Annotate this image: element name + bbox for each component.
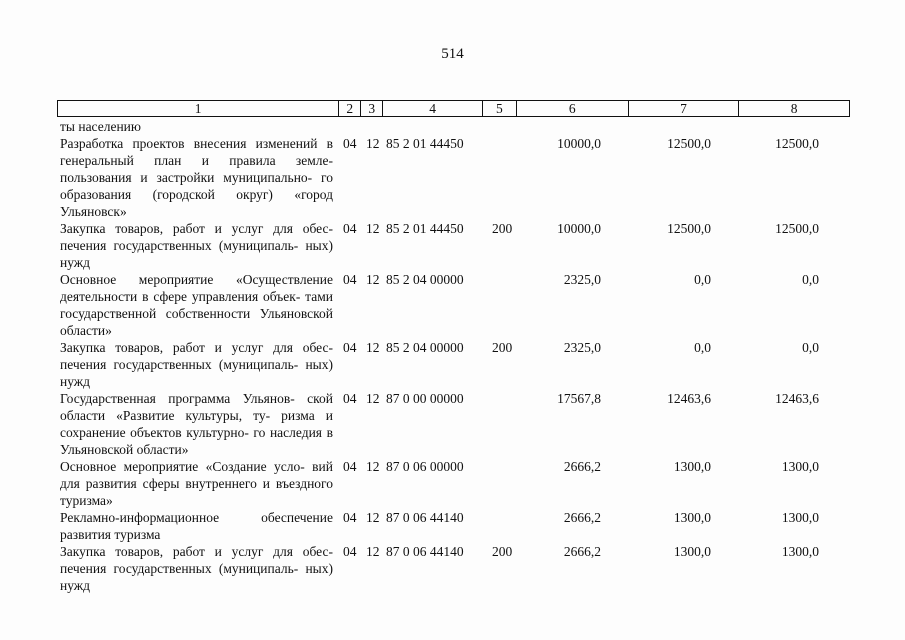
table-row xyxy=(60,339,860,390)
header-col-6: 6 xyxy=(517,101,629,116)
row-col-2: 04 xyxy=(343,340,357,355)
header-col-8: 8 xyxy=(790,101,798,116)
table-row xyxy=(60,390,860,458)
row-description: Основное мероприятие «Осуществление деятельности в сфере управления объек- тами государственной собственности Ульяновской области» xyxy=(60,272,333,338)
row-col-3: 12 xyxy=(366,391,380,406)
table-row-continuation xyxy=(60,118,860,135)
page-number: 514 xyxy=(441,46,464,62)
row-col-6: 2325,0 xyxy=(563,340,601,355)
row-description: Закупка товаров, работ и услуг для обес- печения государственных (муниципаль- ных) нужд xyxy=(60,221,333,270)
header-col-5: 5 xyxy=(483,101,517,116)
row-col-5: 200 xyxy=(492,544,513,559)
row-col-8: 12500,0 xyxy=(775,221,819,236)
row-col-3: 12 xyxy=(366,340,380,355)
row-col-3: 12 xyxy=(366,459,380,474)
row-col-6: 10000,0 xyxy=(557,221,601,236)
row-col-3: 12 xyxy=(366,510,380,525)
row-col-5: 200 xyxy=(492,340,513,355)
row-col-3: 12 xyxy=(366,272,380,287)
row-col-6: 17567,8 xyxy=(557,391,601,406)
row-col-2: 04 xyxy=(343,272,357,287)
row-col-3: 12 xyxy=(366,544,380,559)
table-row xyxy=(60,135,860,220)
row-description: Рекламно-информационное обеспечение развития туризма xyxy=(60,510,333,542)
row-col-4: 87 0 00 00000 xyxy=(386,391,464,406)
header-col-7: 7 xyxy=(629,101,740,116)
row-col-8: 0,0 xyxy=(802,340,819,355)
row-col-2: 04 xyxy=(343,136,357,151)
row-col-3: 12 xyxy=(366,221,380,236)
table-row xyxy=(60,220,860,271)
row-description: Закупка товаров, работ и услуг для обес- печения государственных (муниципаль- ных) нужд xyxy=(60,340,333,389)
row-col-4: 87 0 06 44140 xyxy=(386,510,464,525)
row-col-8: 1300,0 xyxy=(781,544,819,559)
row-description: Государственная программа Ульянов- ской области «Развитие культуры, ту- ризма и сохранение объектов культурно- го наследия в Ульяновской области» xyxy=(60,391,333,457)
row-col-4: 85 2 04 00000 xyxy=(386,340,464,355)
header-col-3: 3 xyxy=(361,101,383,116)
row-col-2: 04 xyxy=(343,221,357,236)
table-row xyxy=(60,543,860,594)
row-col-6: 2325,0 xyxy=(563,272,601,287)
row-col-7: 12463,6 xyxy=(667,391,711,406)
table-body xyxy=(60,118,860,594)
row-col-7: 0,0 xyxy=(694,340,711,355)
row-description: Основное мероприятие «Создание усло- вий для развития сферы внутреннего и въездного туризма» xyxy=(60,459,333,508)
row-col-7: 1300,0 xyxy=(673,510,711,525)
row-col-4: 85 2 04 00000 xyxy=(386,272,464,287)
row-col-7: 1300,0 xyxy=(673,459,711,474)
table-row xyxy=(60,458,860,509)
row-col-4: 87 0 06 44140 xyxy=(386,544,464,559)
row-col-6: 2666,2 xyxy=(563,459,601,474)
row-col-6: 2666,2 xyxy=(563,544,601,559)
header-col-1: 1 xyxy=(58,101,339,116)
row-description: Разработка проектов внесения изменений в генеральный план и правила земле- пользования и застройки муниципально- го образования (городской округ) «город Ульяновск» xyxy=(60,136,333,219)
row-col-7: 12500,0 xyxy=(667,221,711,236)
row-col-7: 0,0 xyxy=(694,272,711,287)
row-col-7: 1300,0 xyxy=(673,544,711,559)
header-col-4: 4 xyxy=(383,101,483,116)
row-description: Закупка товаров, работ и услуг для обес- печения государственных (муниципаль- ных) нужд xyxy=(60,544,333,593)
row-col-6: 10000,0 xyxy=(557,136,601,151)
row-col-3: 12 xyxy=(366,136,380,151)
table-header xyxy=(57,100,850,117)
row-col-2: 04 xyxy=(343,459,357,474)
table-row xyxy=(60,271,860,339)
row-col-5: 200 xyxy=(492,221,513,236)
row-col-2: 04 xyxy=(343,391,357,406)
table-row xyxy=(60,509,860,543)
row-col-4: 87 0 06 00000 xyxy=(386,459,464,474)
row-col-4: 85 2 01 44450 xyxy=(386,136,464,151)
row-col-2: 04 xyxy=(343,510,357,525)
row-col-8: 12500,0 xyxy=(775,136,819,151)
continuation-text: ты населению xyxy=(60,119,141,134)
row-col-8: 0,0 xyxy=(802,272,819,287)
row-col-8: 1300,0 xyxy=(781,459,819,474)
header-col-2: 2 xyxy=(339,101,361,116)
row-col-7: 12500,0 xyxy=(667,136,711,151)
row-col-4: 85 2 01 44450 xyxy=(386,221,464,236)
row-col-2: 04 xyxy=(343,544,357,559)
row-col-8: 12463,6 xyxy=(775,391,819,406)
row-col-8: 1300,0 xyxy=(781,510,819,525)
row-col-6: 2666,2 xyxy=(563,510,601,525)
